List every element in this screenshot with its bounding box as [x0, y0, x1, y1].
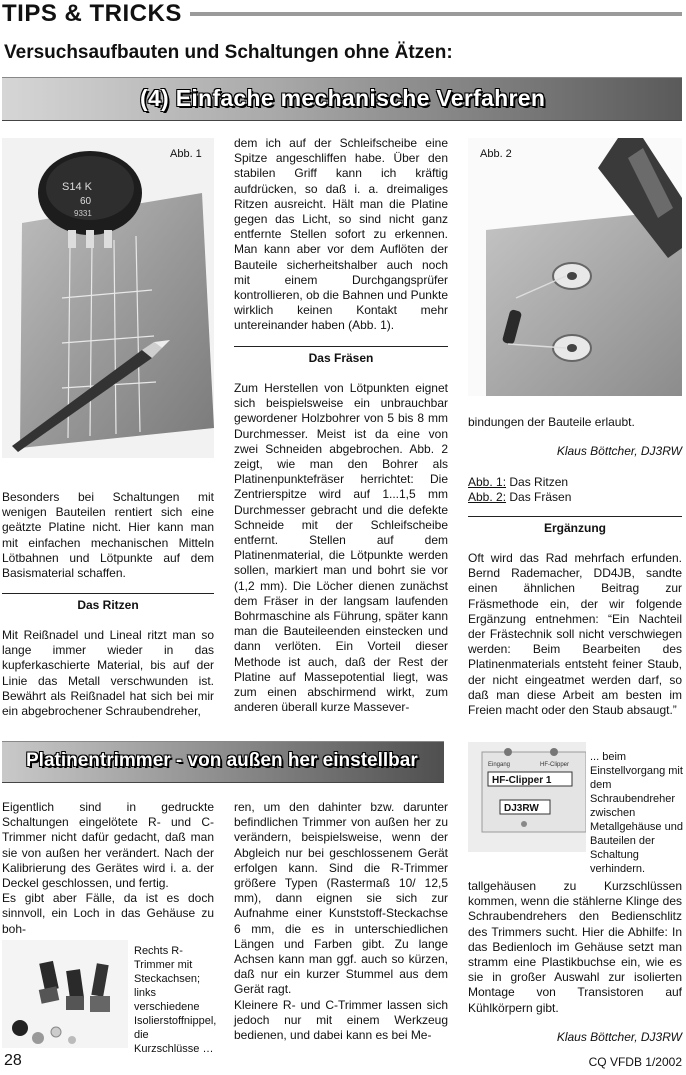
ref2-label: Abb. 2: [468, 490, 507, 504]
ref1-text: Das Ritzen [506, 475, 569, 489]
part-marking-1: S14 K [62, 181, 92, 193]
heading-fraesen: Das Fräsen [234, 346, 448, 365]
article2-column-3 [468, 879, 682, 1016]
author-credit: Klaus Böttcher, DJ3RW [556, 444, 682, 458]
photo-abb1 [2, 138, 214, 458]
photo-hf-clipper [468, 742, 586, 852]
figure-reference-1 [468, 475, 682, 490]
paragraph: bindungen der Bauteile erlaubt. [468, 415, 635, 429]
clipper-label: HF-Clipper 1 [492, 775, 552, 786]
paragraph: dem ich auf der Schleifscheibe eine Spitze angeschliffen habe. Über den stabilen Griff kann ich kräftig aufdrücken, so daß i. a. dreimaliges Ritzen ausreicht. Hält man die Platine gegen das Licht, so sind nicht ganz entfernte Stellen sofort zu erkennen. Man kann aber vor dem Auflöten der Bauteile sicherheitshalber auch noch mit einem Durchgangsprüfer kontrollieren, ob die Bahnen und Punkte wirklich keinen Kontakt mehr untereinander haben (Abb. 1). [234, 136, 448, 333]
author-credit-2: Klaus Böttcher, DJ3RW [556, 1030, 682, 1044]
article2-title: Platinentrimmer - von außen her einstellbar [26, 750, 418, 771]
article-banner [2, 77, 682, 121]
photo-abb2-illustration [468, 138, 682, 396]
paragraph: Zum Herstellen von Lötpunkten eignet sich beispielsweise ein unbrauchbar gewordener Holzbohrer von 5 bis 8 mm Durchmesser. Meist ist da eine von zwei Schneiden abgebrochen. Abb. 2 zeigt, wie man den Bohrer als Platinenpunktefräser herrichtet: Die Zentrierspitze wird auf 1...1,5 mm Durchmesser gebracht und die defekte Schneide mit der Schleifscheibe entfernt. Stellen auf dem Platinenmaterial, die Lötpunkte werden sollen, markiert man und bohrt sie vor (1,2 mm). Die Löcher dienen zunächst dem Fräser in der langsam laufenden Bohrmaschine als Führung, später kann man die Bauteileenden einstecken und dann verlöten. Ein Vorteil dieser Methode ist auch, daß der Rest der Platine auf Massepotential liegt, was zum einen abschirmend wirkt, zum anderen überall kurze Massever- [234, 381, 448, 715]
article2-banner [2, 741, 444, 783]
fig2-label: Abb. 2 [480, 148, 512, 160]
article1-column-3 [468, 415, 682, 430]
article1-column-2 [234, 136, 448, 334]
part-marking-3: 9331 [74, 209, 92, 218]
ref1-label: Abb. 1: [468, 475, 507, 489]
heading-ritzen: Das Ritzen [2, 593, 214, 612]
photo-trimmers-illustration [2, 940, 128, 1048]
page-number: 28 [4, 1052, 22, 1069]
ref2-text: Das Fräsen [506, 490, 572, 504]
article1-column-2b [234, 381, 448, 715]
eingang-label: Eingang [488, 762, 511, 768]
article2-column-1 [2, 800, 214, 937]
photo-abb1-illustration [2, 138, 214, 458]
paragraph: Eigentlich sind in gedruckte Schaltungen eingelötete R- und C-Trimmer nicht dafür gedacht, daß man sie von außen her verändert. Nach der Kalibrierung des Gerätes wird i. a. der Deckel geschlossen, und fertig. [2, 800, 214, 891]
paragraph: tallgehäusen zu Kurzschlüssen kommen, wenn die stählerne Klinge des Schraubendrehers den Bedienschlitz des Trimmers sucht. Hier die Abhilfe: In das Bedienloch im Gehäuse setzt man stramm eine Plastikbuchse ein, wie es sie in großer Auswahl zur isolierten Montage von Transistoren auf Kühlkörpern gibt. [468, 879, 682, 1015]
article1-column-1b [2, 628, 214, 719]
part-marking-2: 60 [80, 196, 92, 207]
photo-abb2 [468, 138, 682, 396]
article-title: (4) Einfache mechanische Verfahren [140, 85, 546, 111]
header-rule [190, 12, 682, 16]
figure-references [468, 475, 682, 505]
fig1-label: Abb. 1 [170, 148, 202, 160]
page-subtitle: Versuchsaufbauten und Schaltungen ohne Ätzen: [4, 42, 453, 63]
photo-hf-clipper-illustration [468, 742, 586, 852]
paragraph: Es gibt aber Fälle, da ist es doch sinnvoll, ein Loch in das Gehäuse zu boh- [2, 891, 214, 936]
paragraph: Kleinere R- und C-Trimmer lassen sich jedoch nur mit einem Werkzeug bedienen, und dabei kann es bei Me- [234, 997, 448, 1043]
paragraph: Mit Reißnadel und Lineal ritzt man so lange immer wieder in das kupferkaschierte Material, bis auf der Linie das Metall verschwunden ist. Bewährt als Reißnadel hat sich bei mir ein abgebrochener Schraubendreher, [2, 628, 214, 719]
photo-hf-clipper-caption: ... beim Einstellvorgang mit dem Schraubendreher zwischen Metallgehäuse und Bauteilen der Schaltung verhindern. [590, 751, 683, 875]
paragraph: ren, um den dahinter bzw. darunter befindlichen Trimmer von außen her zu verändern, beispielsweise, wenn der Abgleich nur bei geschlossenem Gerät erfolgen kann. Sind die R-Trimmer größere Typen (Rastermaß 10/ 12,5 mm), dann eignen sie sich zur Aufnahme einer Kunststoff-Steckachse 6 mm, die es in unterschiedlichen Längen und Farben gibt. Zu lange Achsen kann man ggf. auch so kürzen, daß nur ein kurzer Stummel aus dem Gerät ragt. [234, 800, 448, 997]
magazine-issue: CQ VFDB 1/2002 [588, 1055, 682, 1069]
article1-column-1 [2, 490, 214, 581]
callsign-label: DJ3RW [504, 803, 539, 814]
article1-column-3b [468, 551, 682, 718]
section-title: TIPS & TRICKS [2, 0, 182, 27]
paragraph: Besonders bei Schaltungen mit wenigen Bauteilen rentiert sich eine geätzte Platine nicht. Hier kann man mit einfachen mechanischen Mitteln Lötbahnen und Lötpunkte auf dem Basismaterial schaffen. [2, 490, 214, 581]
article2-column-2 [234, 800, 448, 1043]
photo-trimmers [2, 940, 128, 1048]
heading-ergaenzung: Ergänzung [468, 516, 682, 535]
hf-clipper-small-label: HF-Clipper [540, 762, 570, 768]
figure-reference-2 [468, 490, 682, 505]
paragraph: Oft wird das Rad mehrfach erfunden. Bernd Rademacher, DD4JB, sandte einen ähnlichen Beitrag zur Fräsmethode ein, der wir folgende Ergänzung entnehmen: “Ein Nachteil der Frästechnik soll nicht verschwiegen werden: Beim Bearbeiten des Platinenmaterials entsteht feiner Staub, der nicht eingeatmet werden darf, so daß man diese Arbeit am besten im Freien macht oder den Staub absaugt.” [468, 551, 682, 718]
photo-trimmers-caption: Rechts R-Trimmer mit Steckachsen; links verschiedene Isolierstoffnippel, die Kurzschlüsse … [134, 945, 217, 1055]
